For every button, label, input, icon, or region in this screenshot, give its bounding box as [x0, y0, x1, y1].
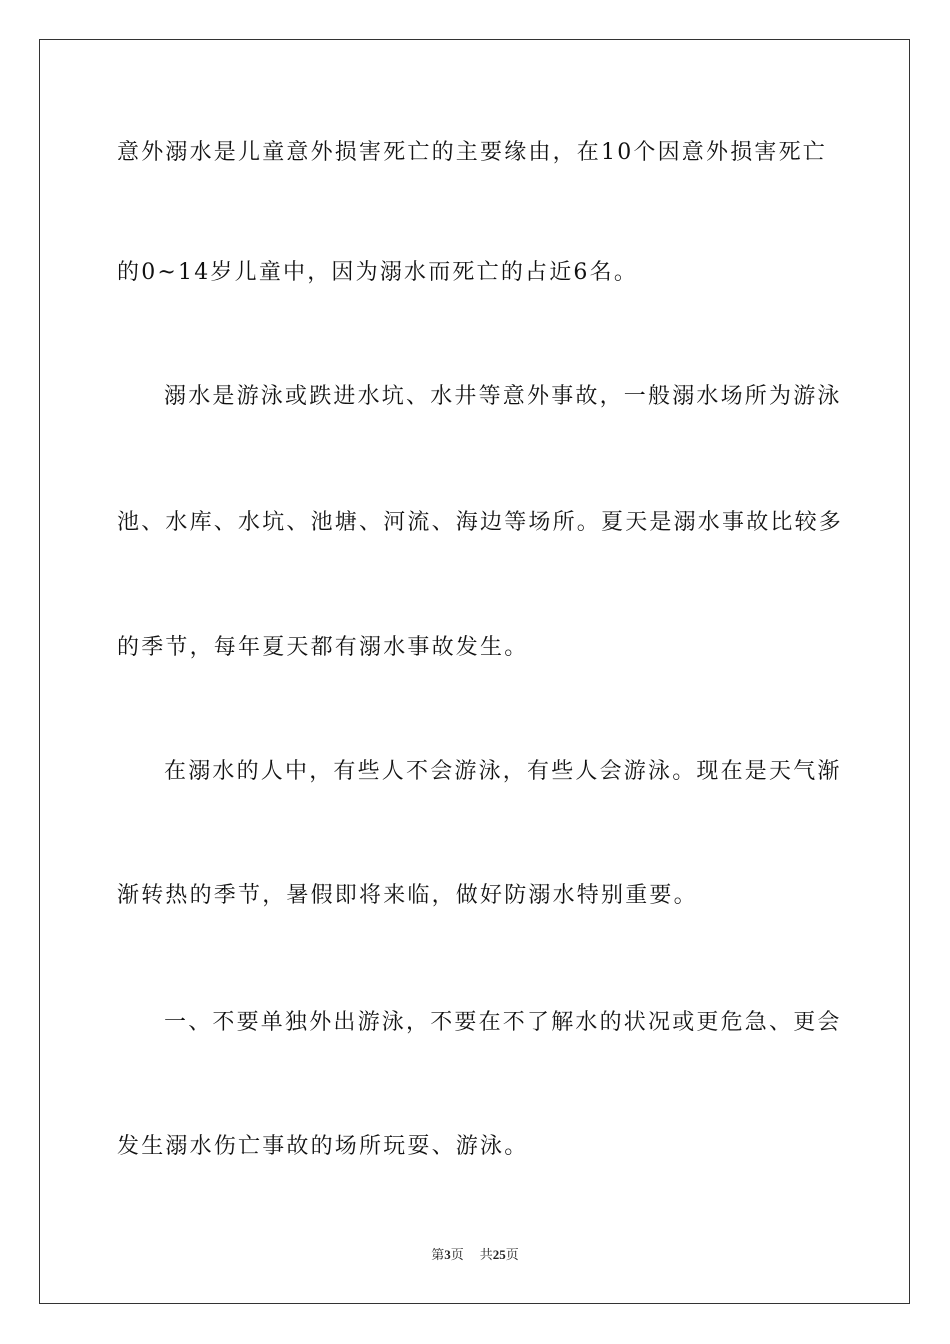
- total-prefix: 共: [479, 1248, 493, 1263]
- paragraph-2-line-1: 溺水是游泳或跌进水坑、水井等意外事故，一般溺水场所为游泳: [164, 384, 842, 409]
- total-pages: 25: [492, 1247, 506, 1262]
- page-footer: [0, 1246, 950, 1265]
- paragraph-2-line-3: 的季节，每年夏天都有溺水事故发生。: [117, 635, 529, 660]
- page-border: [39, 39, 910, 1304]
- paragraph-2-line-2: 池、水库、水坑、池塘、河流、海边等场所。夏天是溺水事故比较多: [117, 510, 844, 535]
- paragraph-3-line-2: 渐转热的季节，暑假即将来临，做好防溺水特别重要。: [117, 883, 698, 908]
- paragraph-4-line-1: 一、不要单独外出游泳，不要在不了解水的状况或更危急、更会: [164, 1010, 842, 1035]
- paragraph-4-line-2: 发生溺水伤亡事故的场所玩耍、游泳。: [117, 1134, 529, 1159]
- page-suffix: 页: [450, 1248, 464, 1263]
- page-prefix: 第: [431, 1248, 445, 1263]
- total-suffix: 页: [505, 1248, 519, 1263]
- paragraph-1-line-2: 的0~14岁儿童中，因为溺水而死亡的占近6名。: [117, 260, 639, 285]
- paragraph-1-line-1: 意外溺水是儿童意外损害死亡的主要缘由，在10个因意外损害死亡: [117, 140, 827, 165]
- page-number: 3: [444, 1247, 451, 1262]
- paragraph-3-line-1: 在溺水的人中，有些人不会游泳，有些人会游泳。现在是天气渐: [164, 759, 842, 784]
